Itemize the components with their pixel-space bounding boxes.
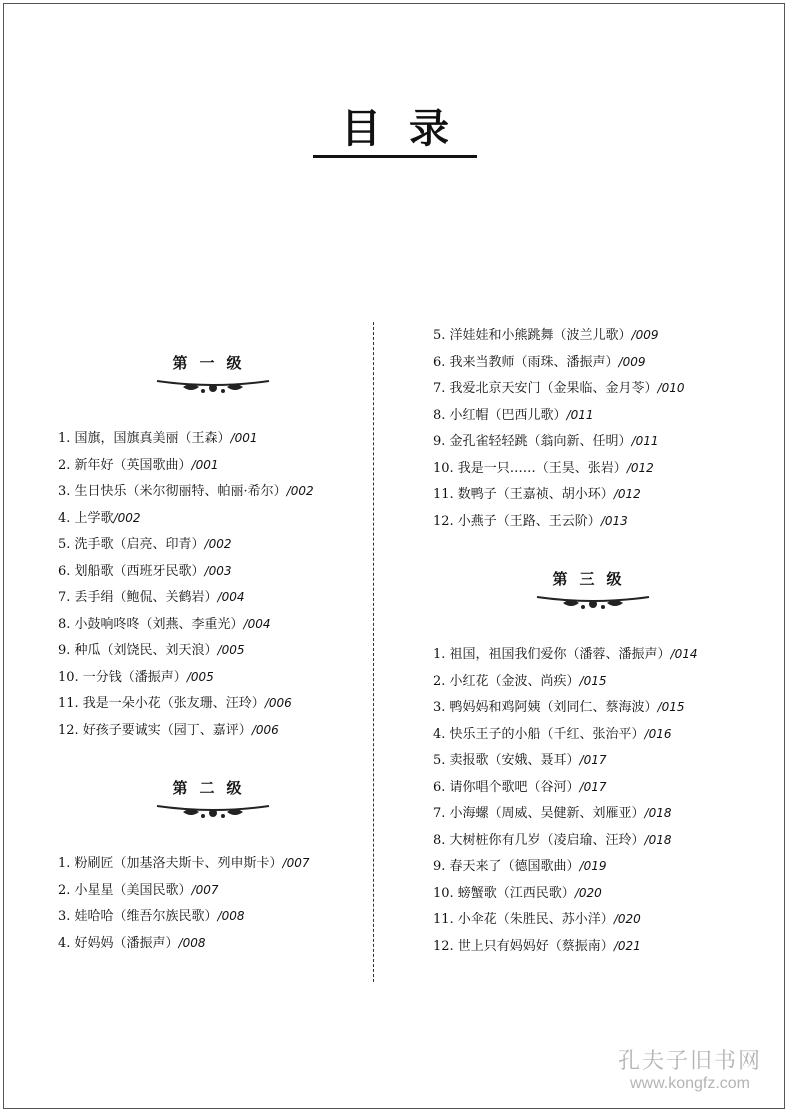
page-title-block [0, 105, 790, 158]
list-item: 9. 金孔雀轻轻跳（翁向新、任明）/011 [433, 434, 659, 449]
list-item: 11. 小伞花（朱胜民、苏小洋）/020 [433, 912, 641, 927]
list-item: 8. 大树桩你有几岁（凌启瑜、汪玲）/018 [433, 832, 672, 848]
list-item: 1. 粉刷匠（加基洛夫斯卡、列申斯卡）/007 [58, 856, 310, 871]
list-item: 12. 好孩子要诚实（园丁、嘉评）/006 [58, 722, 279, 738]
list-item: 3. 鸭妈妈和鸡阿姨（刘同仁、蔡海波）/015 [433, 700, 685, 715]
list-item: 2. 小红花（金波、尚疾）/015 [433, 673, 607, 689]
level-1-heading: 第一级 [172, 354, 254, 372]
level-2-heading: 第二级 [172, 779, 254, 797]
ornament-icon [153, 375, 273, 397]
level-3-list [433, 641, 753, 959]
right-column [433, 322, 753, 959]
list-item: 6. 我来当教师（雨珠、潘振声）/009 [433, 354, 646, 370]
list-item: 4. 上学歌/002 [58, 510, 141, 526]
list-item: 9. 种瓜（刘饶民、刘天浪）/005 [58, 643, 245, 658]
list-item: 11. 数鸭子（王嘉祯、胡小环）/012 [433, 487, 641, 502]
watermark-url: www.kongfz.com [629, 1075, 751, 1092]
left-column [58, 322, 368, 956]
level-2-list-part2 [433, 322, 753, 534]
ornament-icon [153, 800, 273, 822]
watermark [618, 1044, 762, 1093]
list-item: 5. 卖报歌（安娥、聂耳）/017 [433, 753, 607, 768]
list-item: 7. 丢手绢（鲍侃、关鹤岩）/004 [58, 590, 245, 605]
list-item: 7. 我爱北京天安门（金果临、金月苓）/010 [433, 381, 685, 396]
list-item: 11. 我是一朵小花（张友珊、汪玲）/006 [58, 696, 292, 711]
list-item: 10. 一分钱（潘振声）/005 [58, 669, 214, 685]
ornament-icon [533, 591, 653, 613]
watermark-name: 孔夫子旧书网 [617, 1049, 762, 1074]
column-divider [373, 322, 374, 982]
level-1-list [58, 425, 368, 743]
list-item: 3. 娃哈哈（维吾尔族民歌）/008 [58, 909, 245, 924]
list-item: 10. 我是一只……（王昊、张岩）/012 [433, 460, 654, 476]
list-item: 1. 国旗，国旗真美丽（王森）/001 [58, 431, 258, 446]
list-item: 2. 小星星（美国民歌）/007 [58, 882, 219, 898]
level-2-list-part1 [58, 850, 368, 956]
list-item: 6. 划船歌（西班牙民歌）/003 [58, 563, 232, 579]
list-item: 7. 小海螺（周威、吴健新、刘雁亚）/018 [433, 806, 672, 821]
list-item: 5. 洗手歌（启亮、印青）/002 [58, 537, 232, 552]
list-item: 2. 新年好（英国歌曲）/001 [58, 457, 219, 473]
level-3-heading: 第三级 [552, 570, 634, 588]
page-title: 目录 [313, 105, 477, 158]
list-item: 8. 小鼓响咚咚（刘燕、李重光）/004 [58, 616, 271, 632]
list-item: 6. 请你唱个歌吧（谷河）/017 [433, 779, 607, 795]
list-item: 8. 小红帽（巴西儿歌）/011 [433, 407, 594, 423]
list-item: 5. 洋娃娃和小熊跳舞（波兰儿歌）/009 [433, 328, 659, 343]
list-item: 9. 春天来了（德国歌曲）/019 [433, 859, 607, 874]
list-item: 4. 好妈妈（潘振声）/008 [58, 935, 206, 951]
list-item: 10. 螃蟹歌（江西民歌）/020 [433, 885, 602, 901]
list-item: 4. 快乐王子的小船（千红、张治平）/016 [433, 726, 672, 742]
list-item: 1. 祖国，祖国我们爱你（潘蓉、潘振声）/014 [433, 647, 698, 662]
list-item: 12. 世上只有妈妈好（蔡振南）/021 [433, 938, 641, 954]
list-item: 12. 小燕子（王路、王云阶）/013 [433, 513, 628, 529]
list-item: 3. 生日快乐（米尔彻丽特、帕丽·希尔）/002 [58, 484, 314, 499]
